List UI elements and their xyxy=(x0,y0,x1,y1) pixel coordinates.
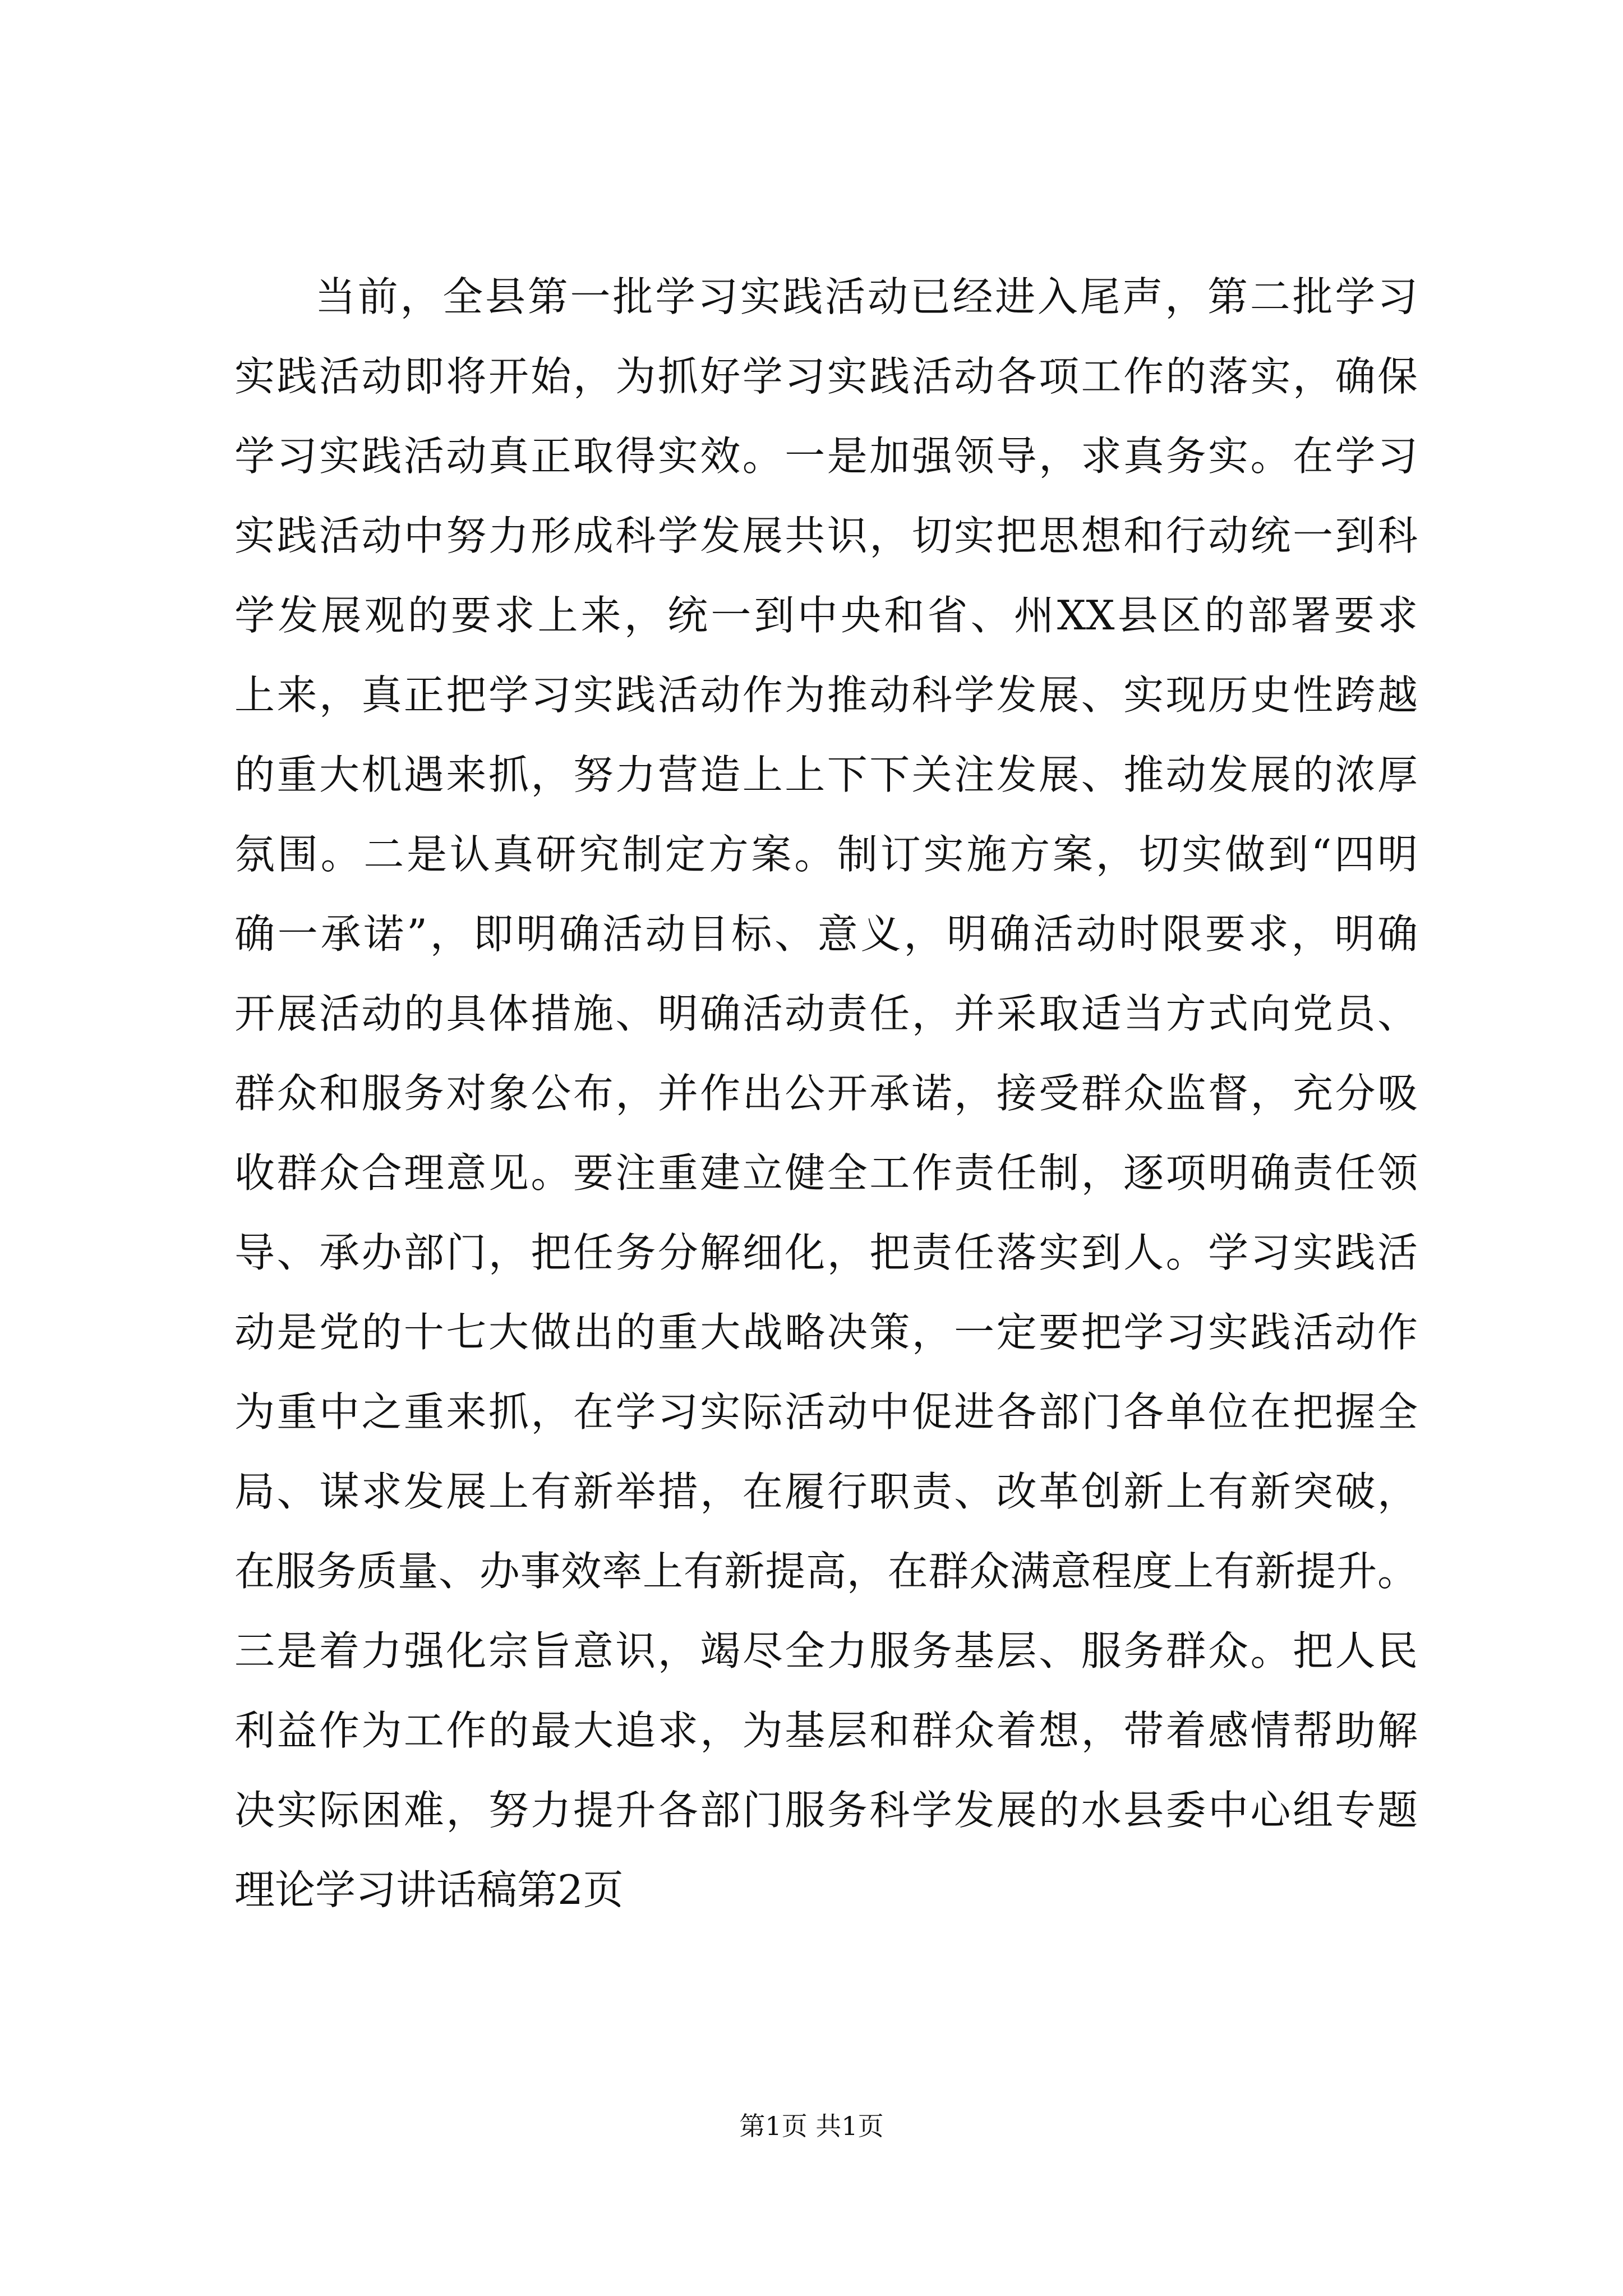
text-line: 局、谋求发展上有新举措，在履行职责、改革创新上有新突破， xyxy=(234,1468,1418,1515)
body-paragraph xyxy=(234,257,1418,1930)
text-line: 实践活动中努力形成科学发展共识，切实把思想和行动统一到科 xyxy=(234,512,1418,559)
text-line: 实践活动即将开始，为抓好学习实践活动各项工作的落实，确保 xyxy=(234,353,1418,400)
text-line: 在服务质量、办事效率上有新提高，在群众满意程度上有新提升。 xyxy=(234,1548,1418,1595)
text-line: 三是着力强化宗旨意识，竭尽全力服务基层、服务群众。把人民 xyxy=(234,1627,1418,1674)
text-line: 群众和服务对象公布，并作出公开承诺，接受群众监督，充分吸 xyxy=(234,1070,1418,1117)
text-line: 的重大机遇来抓，努力营造上上下下关注发展、推动发展的浓厚 xyxy=(234,751,1418,798)
text-line: 确一承诺”，即明确活动目标、意义，明确活动时限要求，明确 xyxy=(234,910,1418,958)
text-line: 收群众合理意见。要注重建立健全工作责任制，逐项明确责任领 xyxy=(234,1149,1418,1197)
text-line: 开展活动的具体措施、明确活动责任，并采取适当方式向党员、 xyxy=(234,990,1418,1037)
text-line: 学发展观的要求上来，统一到中央和省、州XX县区的部署要求 xyxy=(234,592,1418,639)
text-line: 导、承办部门，把任务分解细化，把责任落实到人。学习实践活 xyxy=(234,1229,1418,1276)
text-line: 动是党的十七大做出的重大战略决策，一定要把学习实践活动作 xyxy=(234,1309,1418,1356)
text-line: 学习实践活动真正取得实效。一是加强领导，求真务实。在学习 xyxy=(234,432,1418,480)
text-line: 理论学习讲话稿第2页 xyxy=(234,1866,624,1913)
text-line: 上来，真正把学习实践活动作为推动科学发展、实现历史性跨越 xyxy=(234,671,1418,719)
text-line: 氛围。二是认真研究制定方案。制订实施方案，切实做到“四明 xyxy=(234,831,1418,878)
page-footer xyxy=(0,2109,1623,2143)
text-line: 利益作为工作的最大追求，为基层和群众着想，带着感情帮助解 xyxy=(234,1707,1418,1754)
page-number-label: 第1页 共1页 xyxy=(739,2111,884,2141)
text-line: 决实际困难，努力提升各部门服务科学发展的水县委中心组专题 xyxy=(234,1787,1418,1834)
text-line: 当前，全县第一批学习实践活动已经进入尾声，第二批学习 xyxy=(315,273,1418,320)
text-line: 为重中之重来抓，在学习实际活动中促进各部门各单位在把握全 xyxy=(234,1388,1418,1435)
